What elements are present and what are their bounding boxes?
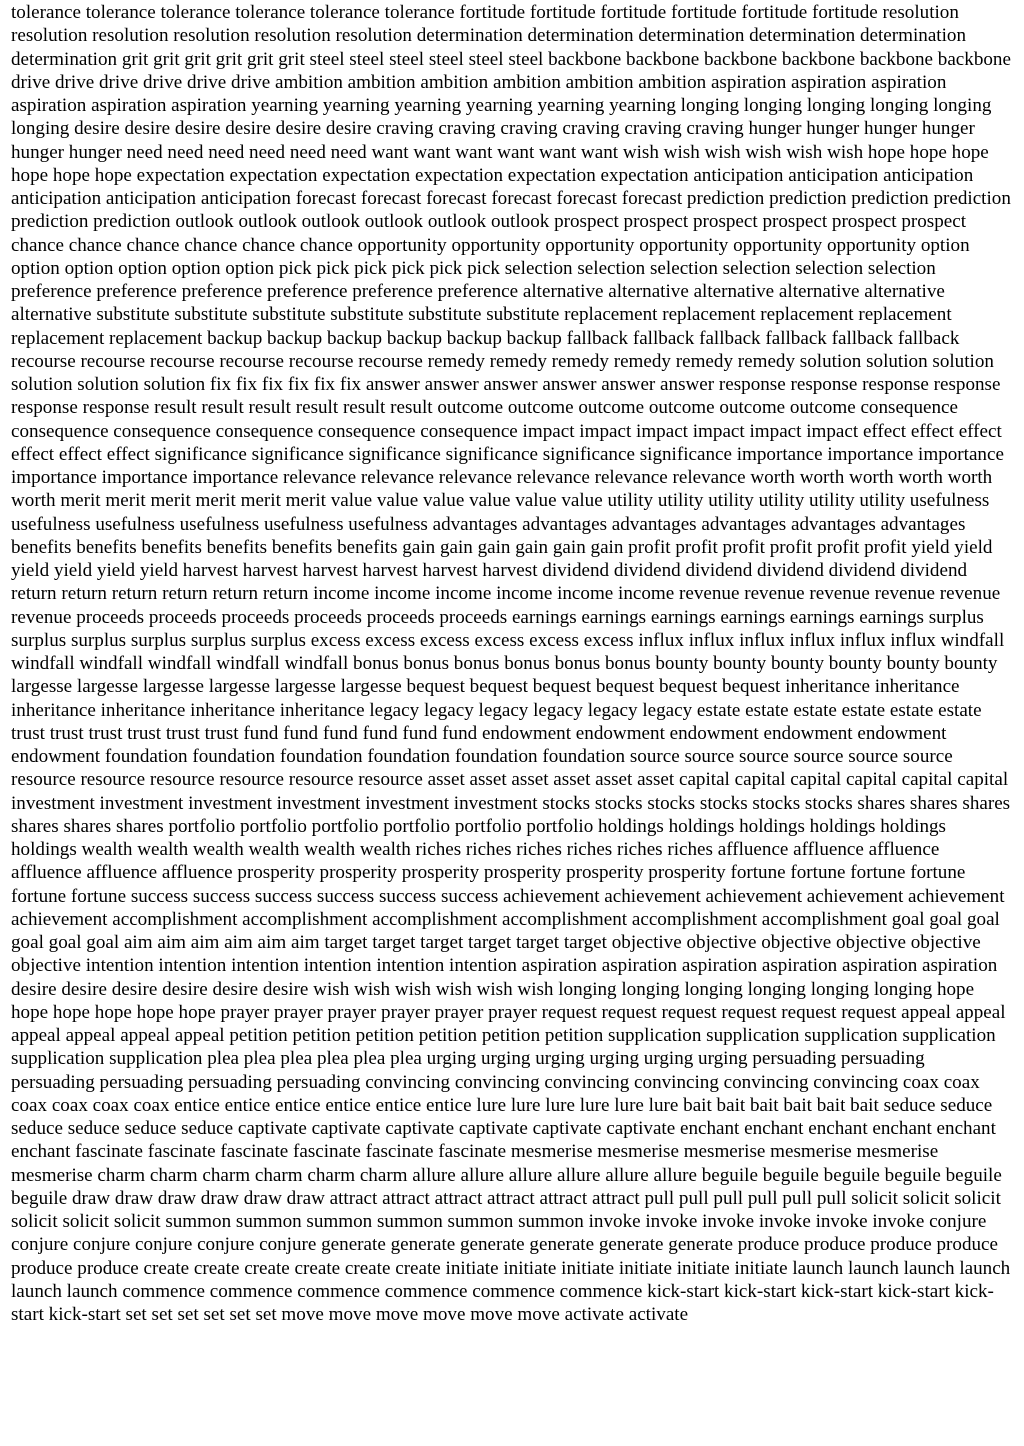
- body-text: tolerance tolerance tolerance tolerance tolerance tolerance fortitude fortitude fortitude fortitude fortitude fortitude resolution resolution resolution resolution resolution resolution determination determination determination determination determination determination grit grit grit grit grit grit steel steel steel steel steel steel backbone backbone backbone backbone backbone backbone drive drive drive drive drive drive ambition ambition ambition ambition ambition ambition aspiration aspiration aspiration aspiration aspiration aspiration yearning yearning yearning yearning yearning yearning longing longing longing longing longing longing desire desire desire desire desire desire craving craving craving craving craving craving hunger hunger hunger hunger hunger hunger need need need need need need want want want want want want wish wish wish wish wish wish hope hope hope hope hope hope expectation expectation expectation expectation expectation expectation anticipation anticipation anticipation anticipation anticipation anticipation forecast forecast forecast forecast forecast forecast prediction prediction prediction prediction prediction prediction outlook outlook outlook outlook outlook outlook prospect prospect prospect prospect prospect prospect chance chance chance chance chance chance opportunity opportunity opportunity opportunity opportunity opportunity option option option option option option pick pick pick pick pick pick selection selection selection selection selection selection preference preference preference preference preference preference alternative alternative alternative alternative alternative alternative substitute substitute substitute substitute substitute substitute replacement replacement replacement replacement replacement replacement backup backup backup backup backup backup fallback fallback fallback fallback fallback fallback recourse recourse recourse recourse recourse recourse remedy remedy remedy remedy remedy remedy solution solution solution solution solution solution fix fix fix fix fix fix answer answer answer answer answer answer response response response response response response result result result result result result outcome outcome outcome outcome outcome outcome consequence consequence consequence consequence consequence consequence impact impact impact impact impact impact effect effect effect effect effect effect significance significance significance significance significance significance importance importance importance importance importance importance relevance relevance relevance relevance relevance relevance worth worth worth worth worth worth merit merit merit merit merit merit value value value value value value utility utility utility utility utility utility usefulness usefulness usefulness usefulness usefulness usefulness advantages advantages advantages advantages advantages advantages benefits benefits benefits benefits benefits benefits gain gain gain gain gain gain profit profit profit profit profit profit yield yield yield yield yield yield harvest harvest harvest harvest harvest harvest dividend dividend dividend dividend dividend dividend return return return return return return income income income income income income revenue revenue revenue revenue revenue revenue proceeds proceeds proceeds proceeds proceeds proceeds earnings earnings earnings earnings earnings earnings surplus surplus surplus surplus surplus surplus excess excess excess excess excess excess influx influx influx influx influx influx windfall windfall windfall windfall windfall windfall bonus bonus bonus bonus bonus bonus bounty bounty bounty bounty bounty bounty largesse largesse largesse largesse largesse largesse bequest bequest bequest bequest bequest bequest inheritance inheritance inheritance inheritance inheritance inheritance legacy legacy legacy legacy legacy legacy estate estate estate estate estate estate trust trust trust trust trust trust fund fund fund fund fund fund endowment endowment endowment endowment endowment endowment foundation foundation foundation foundation foundation foundation source source source source source source resource resource resource resource resource resource asset asset asset asset asset asset capital capital capital capital capital capital investment investment investment investment investment investment stocks stocks stocks stocks stocks stocks shares shares shares shares shares shares portfolio portfolio portfolio portfolio portfolio portfolio holdings holdings holdings holdings holdings holdings wealth wealth wealth wealth wealth wealth riches riches riches riches riches riches affluence affluence affluence affluence affluence affluence prosperity prosperity prosperity prosperity prosperity prosperity fortune fortune fortune fortune fortune fortune success success success success success success achievement achievement achievement achievement achievement achievement accomplishment accomplishment accomplishment accomplishment accomplishment accomplishment goal goal goal goal goal goal aim aim aim aim aim aim target target target target target target objective objective objective objective objective objective intention intention intention intention intention intention aspiration aspiration aspiration aspiration aspiration aspiration desire desire desire desire desire desire wish wish wish wish wish wish longing longing longing longing longing longing hope hope hope hope hope hope prayer prayer prayer prayer prayer prayer request request request request request request appeal appeal appeal appeal appeal appeal petition petition petition petition petition petition supplication supplication supplication supplication supplication supplication plea plea plea plea plea plea urging urging urging urging urging urging persuading persuading persuading persuading persuading persuading convincing convincing convincing convincing convincing convincing coax coax coax coax coax coax entice entice entice entice entice entice lure lure lure lure lure lure bait bait bait bait bait bait seduce seduce seduce seduce seduce seduce captivate captivate captivate captivate captivate captivate enchant enchant enchant enchant enchant enchant fascinate fascinate fascinate fascinate fascinate fascinate mesmerise mesmerise mesmerise mesmerise mesmerise mesmerise charm charm charm charm charm charm allure allure allure allure allure allure beguile beguile beguile beguile beguile beguile draw draw draw draw draw draw attract attract attract attract attract attract pull pull pull pull pull pull solicit solicit solicit solicit solicit solicit summon summon summon summon summon summon invoke invoke invoke invoke invoke invoke conjure conjure conjure conjure conjure conjure generate generate generate generate generate generate produce produce produce produce produce produce create create create create create create initiate initiate initiate initiate initiate initiate launch launch launch launch launch launch commence commence commence commence commence commence kick-start kick-start kick-start kick-start kick-start kick-start set set set set set set move move move move move move activate activate: [11, 2, 1011, 1325]
